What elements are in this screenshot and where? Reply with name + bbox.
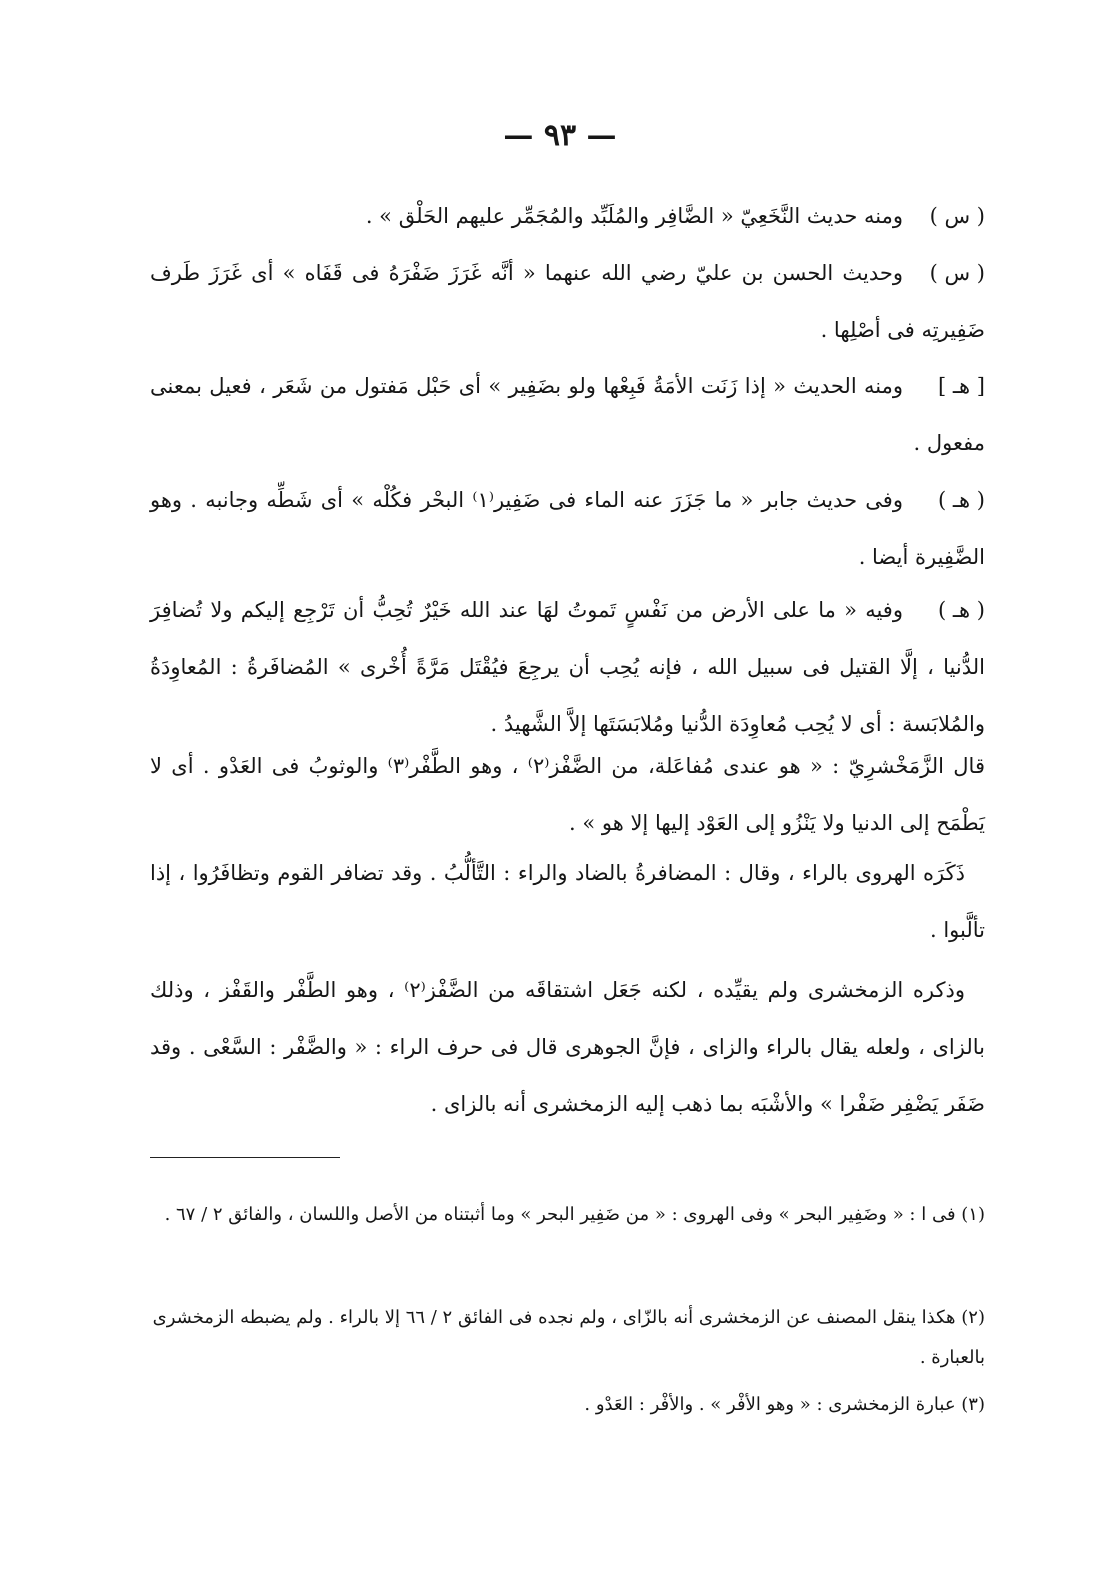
paragraph-2 [150, 245, 985, 359]
paragraph-text: وفيه « ما على الأرض من نَفْسٍ تَموتُ لهَا عند الله خَيْرٌ تُحِبُّ أن تَرْجِع إليكم ولا تُضافِرَ الدُّنيا ، إلَّا القتيل فى سبيل الله ، فإنه يُحِب أن يرجِعَ فيُقْتَل مَرَّةً أُخْرى » المُضافَرةُ : المُعاوِدَةُ والمُلابَسة : أى لا يُحِب مُعاوِدَة الدُّنيا ومُلابَسَتَها إلاَّ الشَّهيدُ . [150, 598, 985, 736]
paragraph-text: وفى حديث جابر « ما جَزَرَ عنه الماء فى ضَفِير⁽١⁾ البحْر فكُلْه » أى شَطِّه وجانبه . وهو الضَّفِيرة أيضا . [150, 488, 985, 569]
footnote-divider [150, 1157, 340, 1158]
paragraph-text: ومنه حديث النَّخَعِيّ « الضَّافِر والمُلَبِّد والمُجَمِّر عليهم الحَلْق » . [365, 204, 903, 228]
paragraph-text: وحديث الحسن بن عليّ رضي الله عنهما « أنَّه غَرَزَ ضَفْرَهُ فى قَفَاه » أى غَرَزَ طَرف ضَفِيرتِه فى أصْلِها . [150, 261, 985, 342]
paragraph-marker: [ هـ ] [938, 374, 985, 398]
paragraph-8 [150, 962, 985, 1133]
paragraph-marker: ( هـ ) [938, 488, 985, 512]
footnote-2: (٢) هكذا ينقل المصنف عن الزمخشرى أنه بالزّاى ، ولم نجده فى الفائق ٢ / ٦٦ إلا بالراء . ولم يضبطه الزمخشرى بالعبارة . [152, 1307, 985, 1368]
paragraph-3 [150, 358, 985, 472]
paragraph-text: ذَكَرَه الهروى بالراء ، وقال : المضافرةُ بالضاد والراء : التَّألُّبُ . وقد تضافر القوم وتظافَرُوا ، إذا تألَّبوا . [150, 861, 985, 942]
page-number: — ٩٣ — [503, 118, 617, 153]
paragraph-6 [150, 738, 985, 852]
paragraph-7 [150, 845, 985, 959]
paragraph-text: ومنه الحديث « إذا زَنَت الأمَةُ فَبِعْها ولو بضَفِير » أى حَبْل مَفتول من شَعَر ، فعيل بمعنى مفعول . [150, 374, 985, 455]
paragraph-text: قال الزَّمَخْشرِيّ : « هو عندى مُفاعَلة، من الضَّفْز⁽٢⁾ ، وهو الطَّفْر⁽٣⁾ والوثوبُ فى العَدْو . أى لا يَطْمَح إلى الدنيا ولا يَنْزُو إلى العَوْد إليها إلا هو » . [150, 754, 985, 835]
paragraph-marker: ( هـ ) [938, 598, 985, 622]
paragraph-5 [150, 582, 985, 753]
paragraph-1 [150, 188, 985, 245]
paragraph-4 [150, 472, 985, 586]
footnote-3: (٣) عبارة الزمخشرى : « وهو الأفْر » . والأفْر : العَدْو . [584, 1394, 985, 1415]
paragraph-text: وذكره الزمخشرى ولم يقيِّده ، لكنه جَعَل اشتقاقَه من الضَّفْز⁽٢⁾ ، وهو الطَّفْر والقَفْز ، وذلك بالزاى ، ولعله يقال بالراء والزاى ، فإنَّ الجوهرى قال فى حرف الراء : « والضَّفْر : السَّعْى . وقد ضَفَر يَضْفِر ضَفْرا » والأشْبَه بما ذهب إليه الزمخشرى أنه بالزاى . [150, 978, 985, 1116]
footnote-1: (١) فى ا : « وضَفِير البحر » وفى الهروى : « من ضَفِير البحر » وما أثبتناه من الأصل واللسان ، والفائق ٢ / ٦٧ . [164, 1204, 985, 1225]
paragraph-marker: ( س ) [929, 204, 985, 228]
paragraph-marker: ( س ) [929, 261, 985, 285]
